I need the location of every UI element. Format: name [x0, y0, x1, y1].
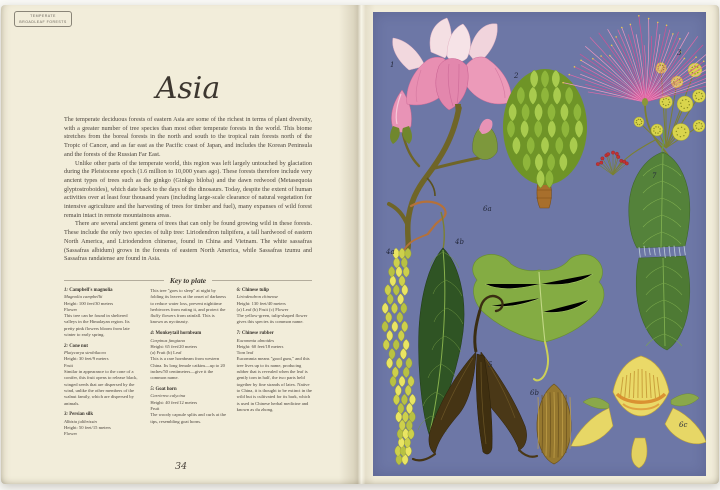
right-page: [357, 5, 719, 484]
plate-label: 6c: [679, 421, 688, 429]
key-entry-detail: Height: 40 feet/12 meters: [150, 399, 198, 405]
plate-label: 3: [677, 49, 682, 57]
key-entry-latin: Eucommia ulmoides: [236, 337, 275, 343]
key-entry-detail: Height: 50 feet/15 meters: [64, 424, 111, 430]
key-entry-description: This tree "goes to sleep" at night by folding its leaves at the onset of darkness to reduce water loss, prevent nighttime herbivores from eating it, and protect the fluffy flowers from rainfall. This is known as nyctinasty.: [150, 288, 226, 325]
key-entry-latin: Carrierea calycina: [150, 393, 186, 399]
key-entry-number: 6:: [236, 288, 242, 293]
key-entry-detail: Height: 60 feet/18 meters: [236, 343, 284, 349]
key-entry-number: 1:: [64, 288, 70, 293]
key-entry-detail: Height: 130 feet/40 meters: [236, 300, 286, 306]
key-entry-latin: Magnolia campbellii: [64, 294, 103, 300]
key-entry-detail: Height: 30 feet/9 meters: [64, 356, 109, 362]
cone-nut-illustration: [503, 69, 587, 208]
key-entry: [64, 288, 141, 338]
chapter-badge: [14, 11, 72, 27]
key-entry-detail: Torn leaf: [236, 350, 254, 356]
key-entry-latin: Platycarya strobilacea: [64, 350, 106, 356]
key-entry-description: Eucommia means "good gum," and this tree lives up to its name, producing rubber that is revealed when the leaf is gently torn in half, the two parts held together by fine strands of latex. Native to China, it is thought to be extinct in the wild but is cultivated for its bark, which is used in Chinese herbal medicine and known as du zhong.: [236, 356, 312, 412]
hornbeam-illustration: [382, 202, 464, 465]
key-column: [64, 288, 141, 443]
heading-rule-right: [212, 280, 312, 281]
page-number: 34: [174, 461, 188, 472]
key-column: [150, 288, 227, 443]
plate-label: 1: [390, 61, 395, 69]
key-entry: [64, 344, 141, 407]
key-entry-number: 7:: [236, 331, 242, 337]
key-columns: [64, 288, 314, 443]
key-entry-number: 5:: [150, 387, 156, 393]
key-entry-name: Persian silk: [69, 412, 94, 418]
book-spread: [1, 5, 719, 484]
intro-text: [64, 116, 312, 274]
intro-paragraph: The temperate deciduous forests of eastern Asia are some of the richest in terms of plant diversity, with a greater number of tree species than most other temperate forests in the world. This biome stretches from the boreal forests in the north and south to the tropical rain forests north of the Tropic of Cancer, and as far east as the Pacific coast of Japan, and includes the Korean Peninsula and the forests of the Russian Far East.: [64, 116, 312, 158]
key-entry: [237, 331, 314, 413]
key-entry-name: Cone nut: [69, 343, 88, 349]
rubber-torn-leaf-illustration: [629, 130, 690, 350]
silk-flower-filaments: [562, 15, 706, 102]
key-entry-detail: Height: 65 feet/20 meters: [150, 343, 198, 349]
intro-paragraph: Unlike other parts of the temperate world, this region was left largely untouched by glaciation during the Pleistocene epoch (1.6 million to 10,000 years ago). These forests therefore include very ancient types of trees such as the ginkgo (Ginkgo biloba) and the dawn redwood (Metasequoia glyptostroboides), which date back to the days of the dinosaurs. Today, despite the extent of human activities over at least four thousand years (including large-scale clearance of natural vegetation for intensive agriculture and the harvesting of trees for timber and fuel), many expanses of wild forest remain intact in remote mountainous areas.: [64, 159, 312, 219]
key-entry-latin: Carpinus fangiana: [150, 337, 185, 343]
key-entry-detail: (a) Fruit (b) Leaf: [150, 350, 182, 356]
key-entry-name: Campbell's magnolia: [69, 288, 113, 293]
key-entry-number: 4:: [150, 331, 156, 337]
key-to-plate-heading: [64, 276, 312, 285]
botanical-plate: [373, 12, 706, 476]
key-entry-name: Chinese tulip: [241, 288, 269, 293]
plate-label: 4b: [455, 238, 464, 246]
key-entry-latin: Albizia julibrissin: [64, 418, 97, 424]
key-entry-description: This is a rare hornbeam from western China. Its long female catkins—up to 20 inches/50 centimeters—give it the common name.: [150, 356, 225, 381]
key-entry-detail: Flower: [64, 306, 78, 312]
hornbeam-catkin: [382, 248, 416, 465]
plate-label: 5: [488, 361, 493, 369]
key-entry-detail: Fruit: [150, 406, 160, 412]
key-entry-detail: (a) Leaf (b) Fruit (c) Flower: [236, 306, 289, 312]
magnolia-illustration: [389, 18, 511, 248]
key-entry-description: The yellow-green, tulip-shaped flower gives this species its common name.: [236, 313, 308, 325]
key-entry-number: 3:: [64, 412, 70, 418]
key-entry-detail: Fruit: [64, 362, 73, 368]
key-entry-detail: Flower: [64, 431, 78, 437]
key-entry-name: Monkeytail hornbeam: [155, 331, 202, 337]
key-entry-continuation: [150, 288, 227, 326]
key-entry: [150, 387, 227, 425]
key-column: [237, 288, 314, 443]
key-entry-latin: Liriodendron chinense: [236, 294, 279, 300]
heading-text: Key to plate: [169, 276, 207, 285]
key-entry: [150, 331, 227, 381]
left-page: [1, 5, 357, 484]
key-entry-detail: Height: 100 feet/30 meters: [64, 300, 114, 306]
key-entry: [64, 412, 141, 437]
key-entry-description: The woody capsule splits and curls at the tips, resembling goat horns.: [150, 412, 226, 424]
plate-label: 7: [652, 172, 657, 180]
tulip-flower-illustration: [571, 356, 706, 468]
chapter-badge-line1: TEMPERATE: [30, 14, 56, 18]
tulip-fruit-illustration: [537, 384, 571, 464]
plate-label: 4a: [386, 248, 395, 256]
key-entry-name: Goat horn: [155, 387, 177, 393]
page-title: Asia: [155, 71, 221, 106]
key-entry: [237, 288, 314, 326]
intro-paragraph: There are several ancient genera of trees that can only be found growing wild in these forests. These include the only two species of tulip tree: Liriodendron tulipifera, a tall hardwood of eastern North America, and Liriodendron chinense, found in China and Vietnam. The white sassafras (Sassafras albidum) grows in the forests of eastern North America, while Sassafras tzumu and Sassafras randaiense are found in Asia.: [64, 220, 312, 263]
chapter-badge-line2: BROADLEAF FORESTS: [19, 19, 67, 24]
key-entry-description: This tree can be found in sheltered valleys in the Himalayan region. Its pretty pink flowers bloom from late winter to early spring.: [64, 313, 130, 338]
key-entry-number: 2:: [64, 343, 70, 349]
plate-label: 2: [514, 72, 519, 80]
plate-label: 6b: [530, 389, 539, 397]
silk-red-buds: [596, 151, 628, 175]
key-entry-name: Chinese rubber: [241, 331, 274, 337]
persian-silk-illustration: [562, 15, 706, 184]
botanical-plate-illustration: [373, 12, 706, 476]
plate-label: 6a: [483, 205, 492, 213]
key-entry-description: Similar in appearance to the cone of a conifer, this fruit opens to release black, winged seeds that are dispersed by the wind, unlike the other members of the walnut family, which are dispersed by animals.: [64, 369, 138, 406]
heading-rule-left: [64, 280, 164, 281]
